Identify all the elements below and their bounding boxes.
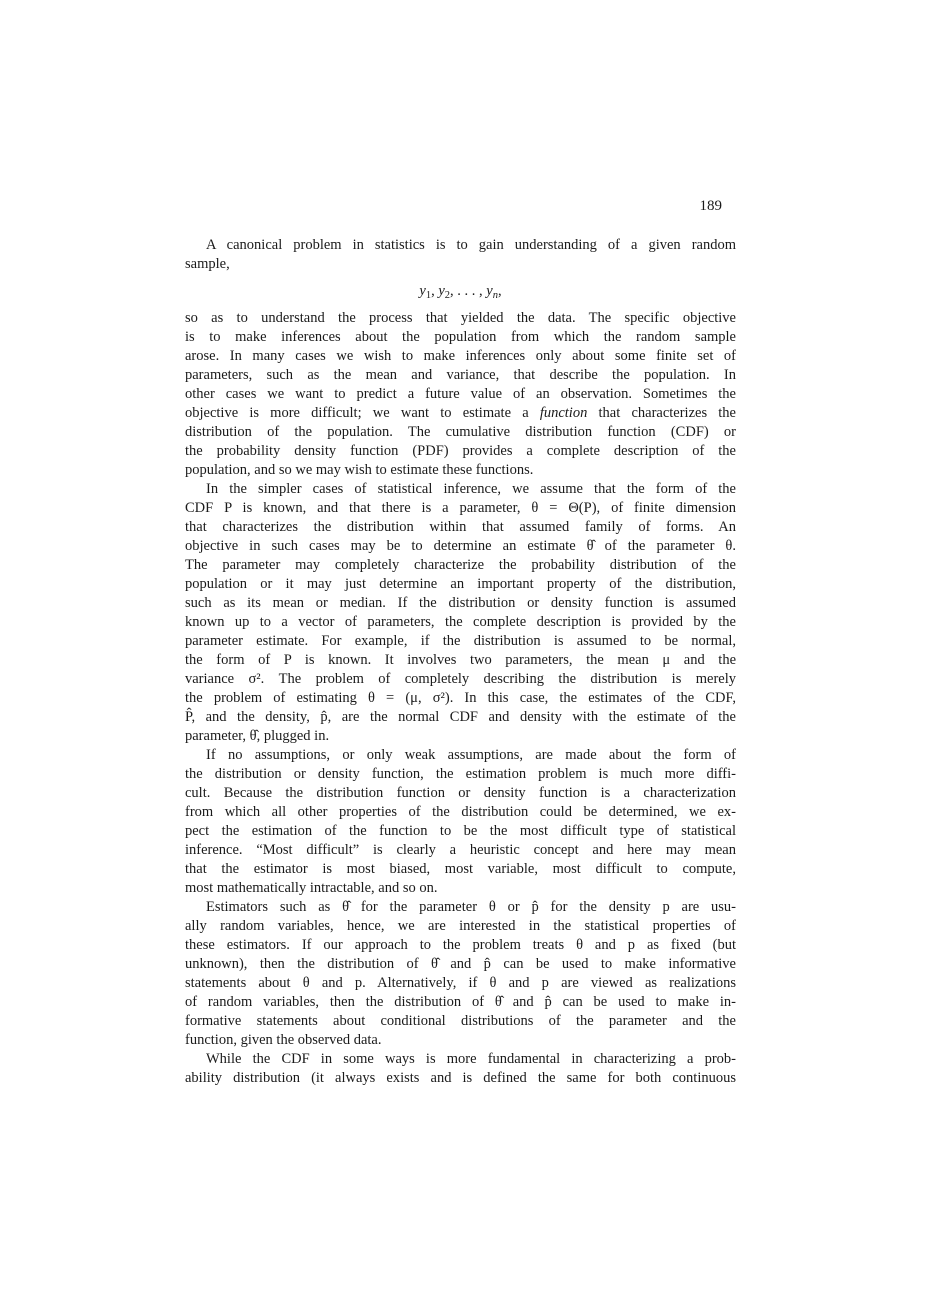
text-line: so as to understand the process that yielded the data. The specific objective xyxy=(185,310,736,326)
text-line: the distribution or density function, the estimation problem is much more diffi- xyxy=(185,766,736,782)
italic-term: function xyxy=(539,405,588,421)
math-separator: , xyxy=(431,283,439,299)
math-subscript: n xyxy=(492,290,498,301)
text-line: objective in such cases may be to determine an estimate θ̂ of the parameter θ. xyxy=(185,538,736,554)
text-line: from which all other properties of the distribution could be determined, we ex- xyxy=(185,804,736,820)
paragraph-4 xyxy=(185,746,736,898)
paragraph-3 xyxy=(185,480,736,746)
text-line: Estimators such as θ̂ for the parameter θ or p̂ for the density p are usu- xyxy=(206,899,736,915)
text-line: other cases we want to predict a future value of an observation. Sometimes the xyxy=(185,386,736,402)
text-line: The parameter may completely characterize the probability distribution of the xyxy=(185,557,736,573)
text-line: that the estimator is most biased, most variable, most difficult to compute, xyxy=(185,861,736,877)
text-segment: that characterizes the xyxy=(587,405,736,421)
text-line: function, given the observed data. xyxy=(185,1032,382,1048)
text-line: is to make inferences about the population from which the random sample xyxy=(185,329,736,345)
text-line: sample, xyxy=(185,256,230,272)
text-line: While the CDF in some ways is more fundamental in characterizing a prob- xyxy=(206,1051,736,1067)
text-line: these estimators. If our approach to the problem treats θ and p as fixed (but xyxy=(185,937,736,953)
text-line: inference. “Most difficult” is clearly a heuristic concept and here may mean xyxy=(185,842,736,858)
text-line: that characterizes the distribution within that assumed family of forms. An xyxy=(185,519,736,535)
text-line: known up to a vector of parameters, the complete description is provided by the xyxy=(185,614,736,630)
math-subscript: 2 xyxy=(444,290,451,301)
math-subscript: 1 xyxy=(425,290,432,301)
math-symbol: y xyxy=(438,283,445,299)
text-line: parameter, θ̂, plugged in. xyxy=(185,728,330,744)
math-symbol: y xyxy=(486,283,493,299)
text-line: the problem of estimating θ = (μ, σ²). In this case, the estimates of the CDF, xyxy=(185,690,736,706)
text-line: A canonical problem in statistics is to gain understanding of a given random xyxy=(206,237,736,253)
text-line: ability distribution (it always exists and is defined the same for both continuous xyxy=(185,1070,736,1086)
text-line: the form of P is known. It involves two parameters, the mean μ and the xyxy=(185,652,736,668)
text-line: of random variables, then the distribution of θ̂ and p̂ can be used to make in- xyxy=(185,994,736,1010)
text-line: population or it may just determine an important property of the distribution, xyxy=(185,576,736,592)
text-line: parameter estimate. For example, if the distribution is assumed to be normal, xyxy=(185,633,736,649)
display-formula xyxy=(185,282,736,301)
text-line: parameters, such as the mean and variance, that describe the population. In xyxy=(185,367,736,383)
text-line: CDF P is known, and that there is a parameter, θ = Θ(P), of finite dimension xyxy=(185,500,736,516)
paragraph-1 xyxy=(185,236,736,274)
text-line: unknown), then the distribution of θ̂ and p̂ can be used to make informative xyxy=(185,956,736,972)
text-line: most mathematically intractable, and so on. xyxy=(185,880,438,896)
page-number: 189 xyxy=(699,198,722,214)
math-ellipsis: , . . . , xyxy=(450,283,487,299)
text-line: such as its mean or median. If the distribution or density function is assumed xyxy=(185,595,736,611)
text-line: cult. Because the distribution function or density function is a characterization xyxy=(185,785,736,801)
paragraph-5 xyxy=(185,898,736,1050)
paragraph-2 xyxy=(185,309,736,480)
text-block xyxy=(185,236,736,1088)
math-symbol: y xyxy=(419,283,426,299)
text-line xyxy=(185,404,736,423)
text-line: In the simpler cases of statistical inference, we assume that the form of the xyxy=(206,481,736,497)
text-line: variance σ². The problem of completely describing the distribution is merely xyxy=(185,671,736,687)
text-segment: objective is more difficult; we want to estimate a xyxy=(185,405,540,421)
text-line: P̂, and the density, p̂, are the normal CDF and density with the estimate of the xyxy=(185,709,736,725)
text-line: formative statements about conditional distributions of the parameter and the xyxy=(185,1013,736,1029)
math-separator: , xyxy=(497,283,502,299)
text-line: population, and so we may wish to estimate these functions. xyxy=(185,462,534,478)
text-line: pect the estimation of the function to be the most difficult type of statistical xyxy=(185,823,736,839)
text-line: statements about θ and p. Alternatively, if θ and p are viewed as realizations xyxy=(185,975,736,991)
text-line: the probability density function (PDF) provides a complete description of the xyxy=(185,443,736,459)
text-line: distribution of the population. The cumulative distribution function (CDF) or xyxy=(185,424,736,440)
text-line: If no assumptions, or only weak assumptions, are made about the form of xyxy=(206,747,736,763)
text-line: ally random variables, hence, we are interested in the statistical properties of xyxy=(185,918,736,934)
paragraph-6 xyxy=(185,1050,736,1088)
text-line: arose. In many cases we wish to make inferences only about some finite set of xyxy=(185,348,736,364)
